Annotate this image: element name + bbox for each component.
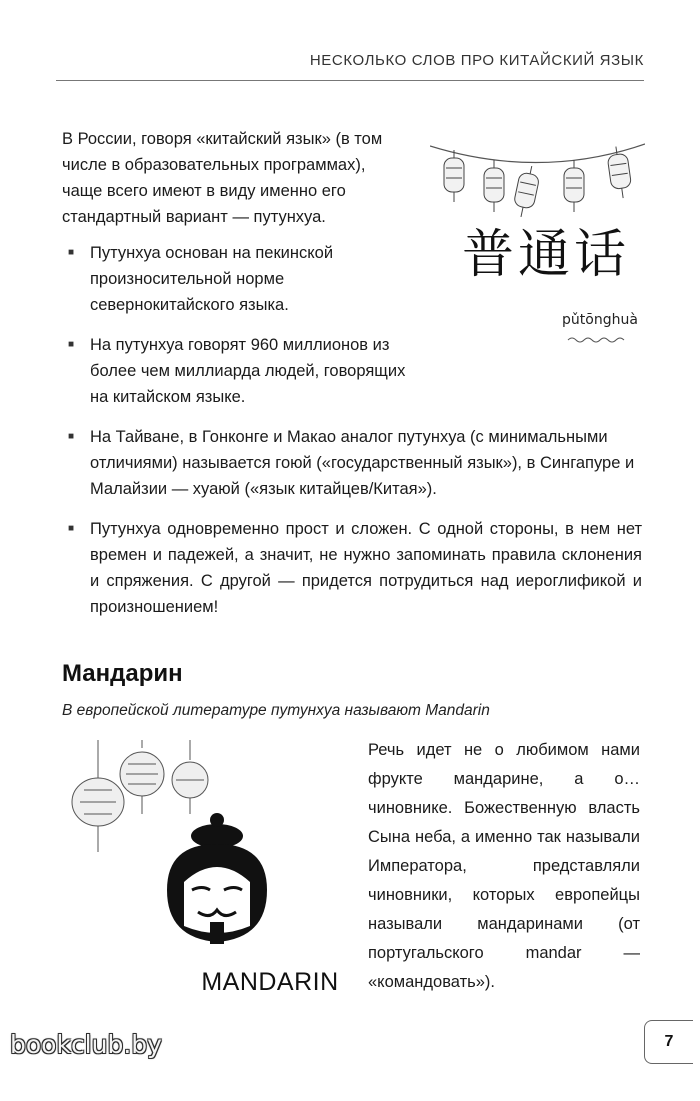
lantern-icon [172, 740, 208, 814]
bullet-list [62, 240, 642, 634]
intro-paragraph: В России, говоря «китайский язык» (в том числе в образовательных программах), чаще всего имеют в виду именно его стандартный вариант — путунхуа. [62, 130, 383, 226]
lantern-icon [564, 160, 584, 212]
section-heading: Мандарин [62, 660, 183, 687]
header-rule [56, 80, 644, 81]
lantern-icon [484, 160, 504, 212]
lantern-icon [606, 145, 633, 199]
page-number: 7 [644, 1020, 693, 1064]
lantern-icon [72, 740, 124, 852]
list-item: ■ На Тайване, в Гонконге и Макао аналог путунхуа (с минимальными отличиями) называется гоюй («государственный язык»), в Сингапуре и Малайзии — хуаюй («язык китайцев/Китая»). [62, 424, 642, 502]
list-item: ■ Путунхуа одновременно прост и сложен. С одной стороны, в нем нет времен и падежей, а значит, не нужно запоминать правила склонения и спряжения. С другой — придется потрудиться над иероглификой и произношением! [62, 516, 642, 620]
list-item: ■ Путунхуа основан на пекинской произносительной норме севернокитайского языка. [62, 240, 408, 318]
putonghua-pinyin: pǔtōnghuà [562, 312, 638, 328]
mandarin-paragraph: Речь идет не о любимом нами фрукте мандарине, а о… чиновнике. Божественную власть Сына неба, а именно так называли Императора, представляли чиновники, которых европейцы называли мандаринами (от португальского mandar — «командовать»). [368, 741, 640, 991]
list-item: ■ На путунхуа говорят 960 миллионов из более чем миллиарда людей, говорящих на китайском языке. [62, 332, 408, 410]
putonghua-hanzi: 普通话 [462, 225, 631, 285]
lantern-icon [444, 150, 464, 202]
lantern-icon [511, 164, 541, 219]
lantern-icon [120, 740, 164, 814]
mandarin-face-icon [167, 813, 267, 944]
running-header: НЕСКОЛЬКО СЛОВ ПРО КИТАЙСКИЙ ЯЗЫК [309, 52, 644, 69]
mandarin-label: MANDARIN [201, 968, 339, 996]
section-subtitle: В европейской литературе путунхуа называют Mandarin [62, 702, 490, 719]
watermark: bookclub.by [10, 1030, 162, 1059]
